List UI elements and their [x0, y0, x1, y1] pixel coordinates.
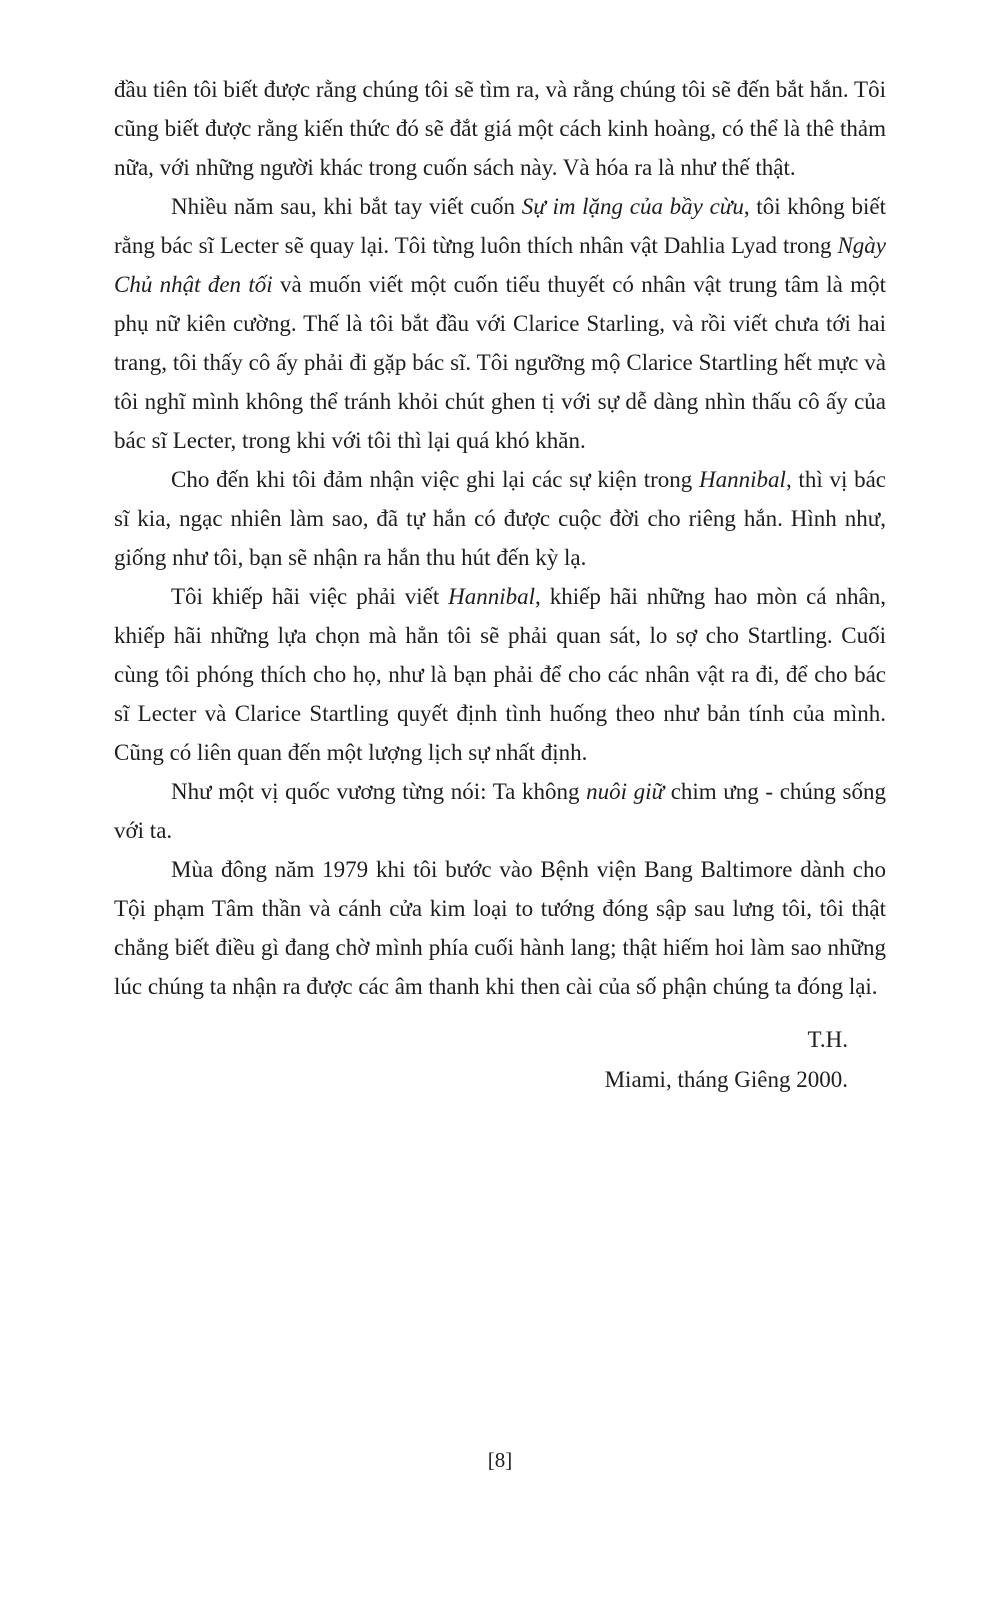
page-number: [8] [487, 1448, 513, 1472]
text-segment: và muốn viết một cuốn tiểu thuyết có nhân vật trung tâm là một phụ nữ kiên cường. Thế là tôi bắt đầu với Clarice Starling, và rồi viết chưa tới hai trang, tôi thấy cô ấy phải đi gặp bác sĩ. Tôi ngưỡng mộ Clarice Startling hết mực và tôi nghĩ mình không thể tránh khỏi chút ghen tị với sự dễ dàng nhìn thấu cô ấy của bác sĩ Lecter, trong khi với tôi thì lại quá khó khăn. [114, 272, 886, 453]
book-title-italic: nuôi giữ [586, 779, 665, 804]
signature-block [114, 1020, 886, 1100]
text-segment: Nhiều năm sau, khi bắt tay viết cuốn [171, 194, 522, 219]
paragraph [114, 187, 886, 460]
book-title-italic: Sự im lặng của bầy cừu [521, 194, 744, 219]
book-title-italic: Hannibal [448, 584, 536, 609]
text-segment: Cho đến khi tôi đảm nhận việc ghi lại các sự kiện trong [171, 467, 700, 492]
paragraph [114, 772, 886, 850]
book-title-italic: Ngày Chủ nhật đen tối [114, 233, 886, 297]
text-segment: đầu tiên tôi biết được rằng chúng tôi sẽ tìm ra, và rằng chúng tôi sẽ đến bắt hắn. Tôi cũng biết được rằng kiến thức đó sẽ đắt giá một cách kinh hoàng, có thể là thê thảm nữa, với những người khác trong cuốn sách này. Và hóa ra là như thế thật. [114, 77, 886, 180]
signature-place-date: Miami, tháng Giêng 2000. [604, 1067, 848, 1092]
signature-initials: T.H. [807, 1027, 848, 1052]
text-segment: Mùa đông năm 1979 khi tôi bước vào Bệnh viện Bang Baltimore dành cho Tội phạm Tâm thần và cánh cửa kim loại to tướng đóng sập sau lưng tôi, tôi thật chẳng biết điều gì đang chờ mình phía cuối hành lang; thật hiếm hoi làm sao những lúc chúng ta nhận ra được các âm thanh khi then cài của số phận chúng ta đóng lại. [114, 857, 886, 999]
text-block [114, 70, 886, 1100]
text-segment: , khiếp hãi những hao mòn cá nhân, khiếp hãi những lựa chọn mà hẳn tôi sẽ phải quan sát, lo sợ cho Startling. Cuối cùng tôi phóng thích cho họ, như là bạn phải để cho các nhân vật ra đi, để cho bác sĩ Lecter và Clarice Startling quyết định tình huống theo như bản tính của mình. Cũng có liên quan đến một lượng lịch sự nhất định. [114, 584, 886, 765]
text-segment: , tôi không biết rằng bác sĩ Lecter sẽ quay lại. Tôi từng luôn thích nhân vật Dahlia Lyad trong [114, 194, 886, 258]
text-segment: chim ưng - chúng sống với ta. [114, 779, 886, 843]
text-segment: Tôi khiếp hãi việc phải viết [171, 584, 449, 609]
text-segment: , thì vị bác sĩ kia, ngạc nhiên làm sao, đã tự hắn có được cuộc đời cho riêng hắn. Hình như, giống như tôi, bạn sẽ nhận ra hắn thu hút đến kỳ lạ. [114, 467, 886, 570]
paragraph [114, 460, 886, 577]
paragraph [114, 850, 886, 1006]
body-text [114, 70, 886, 1006]
paragraph [114, 577, 886, 772]
book-title-italic: Hannibal [699, 467, 786, 492]
text-segment: Như một vị quốc vương từng nói: Ta không [171, 779, 587, 804]
paragraph [114, 70, 886, 187]
